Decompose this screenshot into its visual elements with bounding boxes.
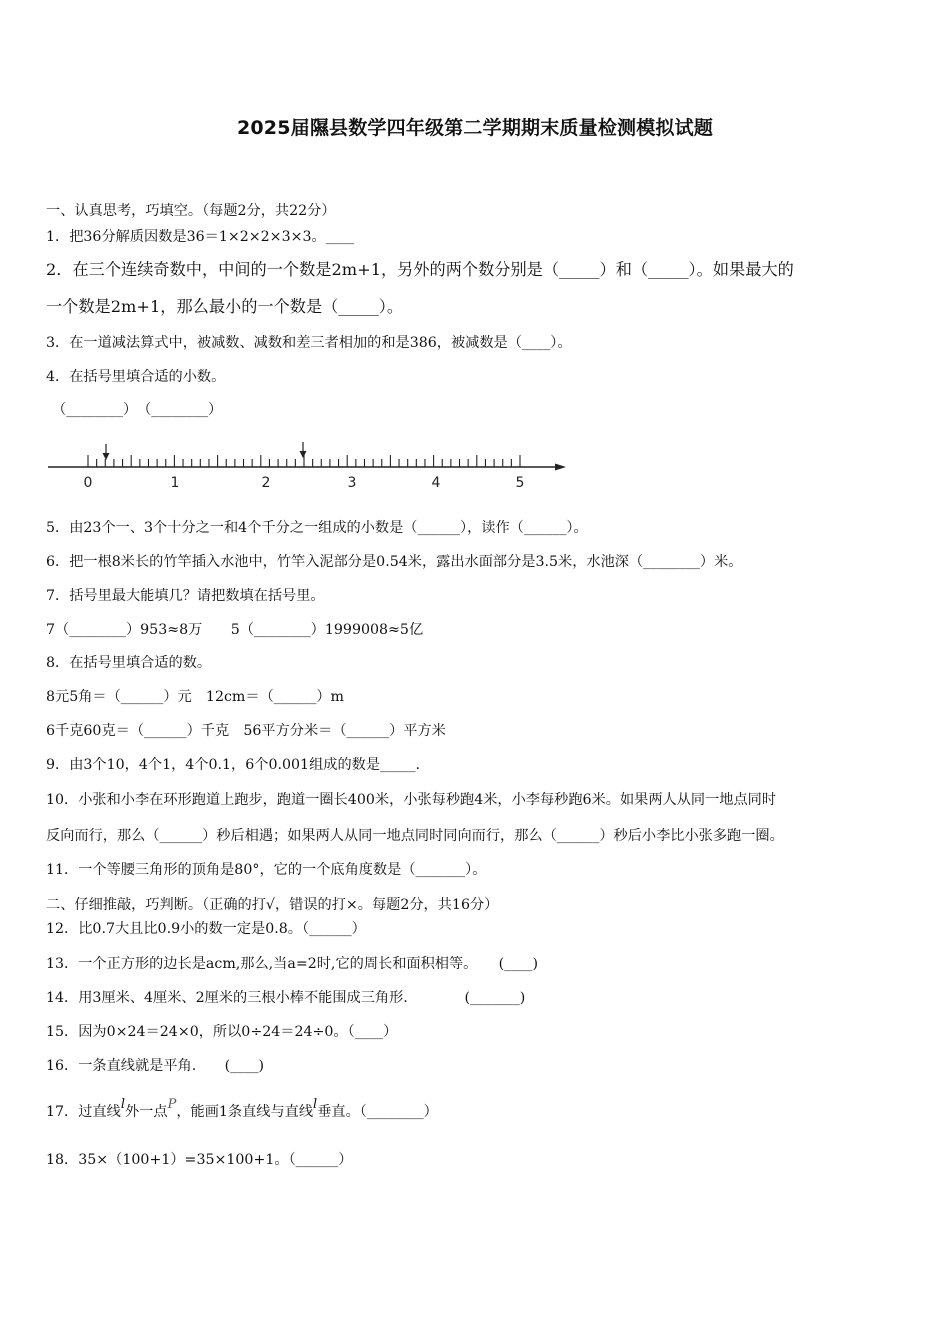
question-12: 12．比0.7大且比0.9小的数一定是0.8。（______） [46,921,366,937]
number-line-pointer-2 [300,442,307,458]
point-p-symbol: P [167,1097,177,1112]
question-6: 6．把一根8米长的竹竿插入水池中，竹竿入泥部分是0.54米，露出水面部分是3.5米，水池深（________）米。 [46,554,743,570]
question-7: 7．括号里最大能填几？请把数填在括号里。 [46,588,325,604]
number-line-arrowhead [555,464,566,471]
question-16: 16．一条直线就是平角. (____) [46,1058,265,1074]
question-7-sub: 7（________）953≈8万 5（________）1999008≈5亿 [46,622,424,638]
number-line-pointer-1 [103,444,110,460]
question-5: 5．由23个一、3个十分之一和4个千分之一组成的小数是（______），读作（______）。 [46,520,588,536]
page-title: 2025届隰县数学四年级第二学期期末质量检测模拟试题 [236,117,714,139]
number-line-label-0: 0 [83,475,93,491]
question-17-part-a: 17．过直线 [46,1104,121,1120]
number-line-label-3: 3 [347,475,357,491]
number-line-figure [44,438,574,494]
line-l-symbol: l [120,1097,125,1112]
question-1: 1．把36分解质因数是36＝1×2×2×3×3。____ [46,229,355,245]
question-14: 14．用3厘米、4厘米、2厘米的三根小棒不能围成三角形. (_______) [46,990,526,1006]
number-line-ticks [88,455,520,467]
question-17-part-c: ，能画1条直线与直线 [176,1104,314,1120]
number-line-label-5: 5 [515,475,525,491]
question-17-part-b: 外一点 [124,1104,168,1120]
number-line-label-4: 4 [431,475,441,491]
number-line-label-2: 2 [261,475,271,491]
question-2-line-1: 2．在三个连续奇数中，中间的一个数是2m+1，另外的两个数分别是（_____）和（_____）。如果最大的 [46,260,794,279]
question-18: 18．35×（100+1）=35×100+1。（______） [46,1152,353,1168]
question-15: 15．因为0×24＝24×0，所以0÷24＝24÷0。（____） [46,1024,398,1040]
line-l-symbol-2: l [313,1097,318,1112]
question-3: 3．在一道减法算式中，被减数、减数和差三者相加的和是386，被减数是（____）。 [46,335,572,351]
question-10-line-1: 10．小张和小李在环形跑道上跑步，跑道一圈长400米，小张每秒跑4米，小李每秒跑6米。如果两人从同一地点同时 [46,792,777,808]
question-17-part-d: 垂直。（________） [317,1104,438,1120]
question-9: 9．由3个10，4个1，4个0.1，6个0.001组成的数是_____. [46,757,420,773]
question-2-line-2: 一个数是2m+1，那么最小的一个数是（_____）。 [46,297,404,316]
question-10-line-2: 反向而行，那么（______）秒后相遇；如果两人从同一地点同时同向而行，那么（______）秒后小李比小张多跑一圈。 [46,828,784,844]
question-11: 11．一个等腰三角形的顶角是80°，它的一个底角度数是（_______）。 [46,862,487,878]
question-4-blanks: （________） （________） [52,402,223,418]
section-2-heading: 二、仔细推敲，巧判断。（正确的打√，错误的打×。每题2分，共16分） [46,897,499,913]
question-8: 8．在括号里填合适的数。 [46,655,212,671]
question-17 [46,1097,438,1120]
question-8-sub-2: 6千克60克＝（______）千克 56平方分米＝（______）平方米 [46,723,446,739]
number-line-label-1: 1 [170,475,180,491]
section-1-heading: 一、认真思考，巧填空。（每题2分，共22分） [46,203,336,219]
question-4: 4．在括号里填合适的小数。 [46,369,226,385]
question-13: 13．一个正方形的边长是acm,那么,当a=2时,它的周长和面积相等。 (____) [46,956,539,972]
question-8-sub-1: 8元5角＝（______）元 12cm＝（______）m [46,689,344,705]
